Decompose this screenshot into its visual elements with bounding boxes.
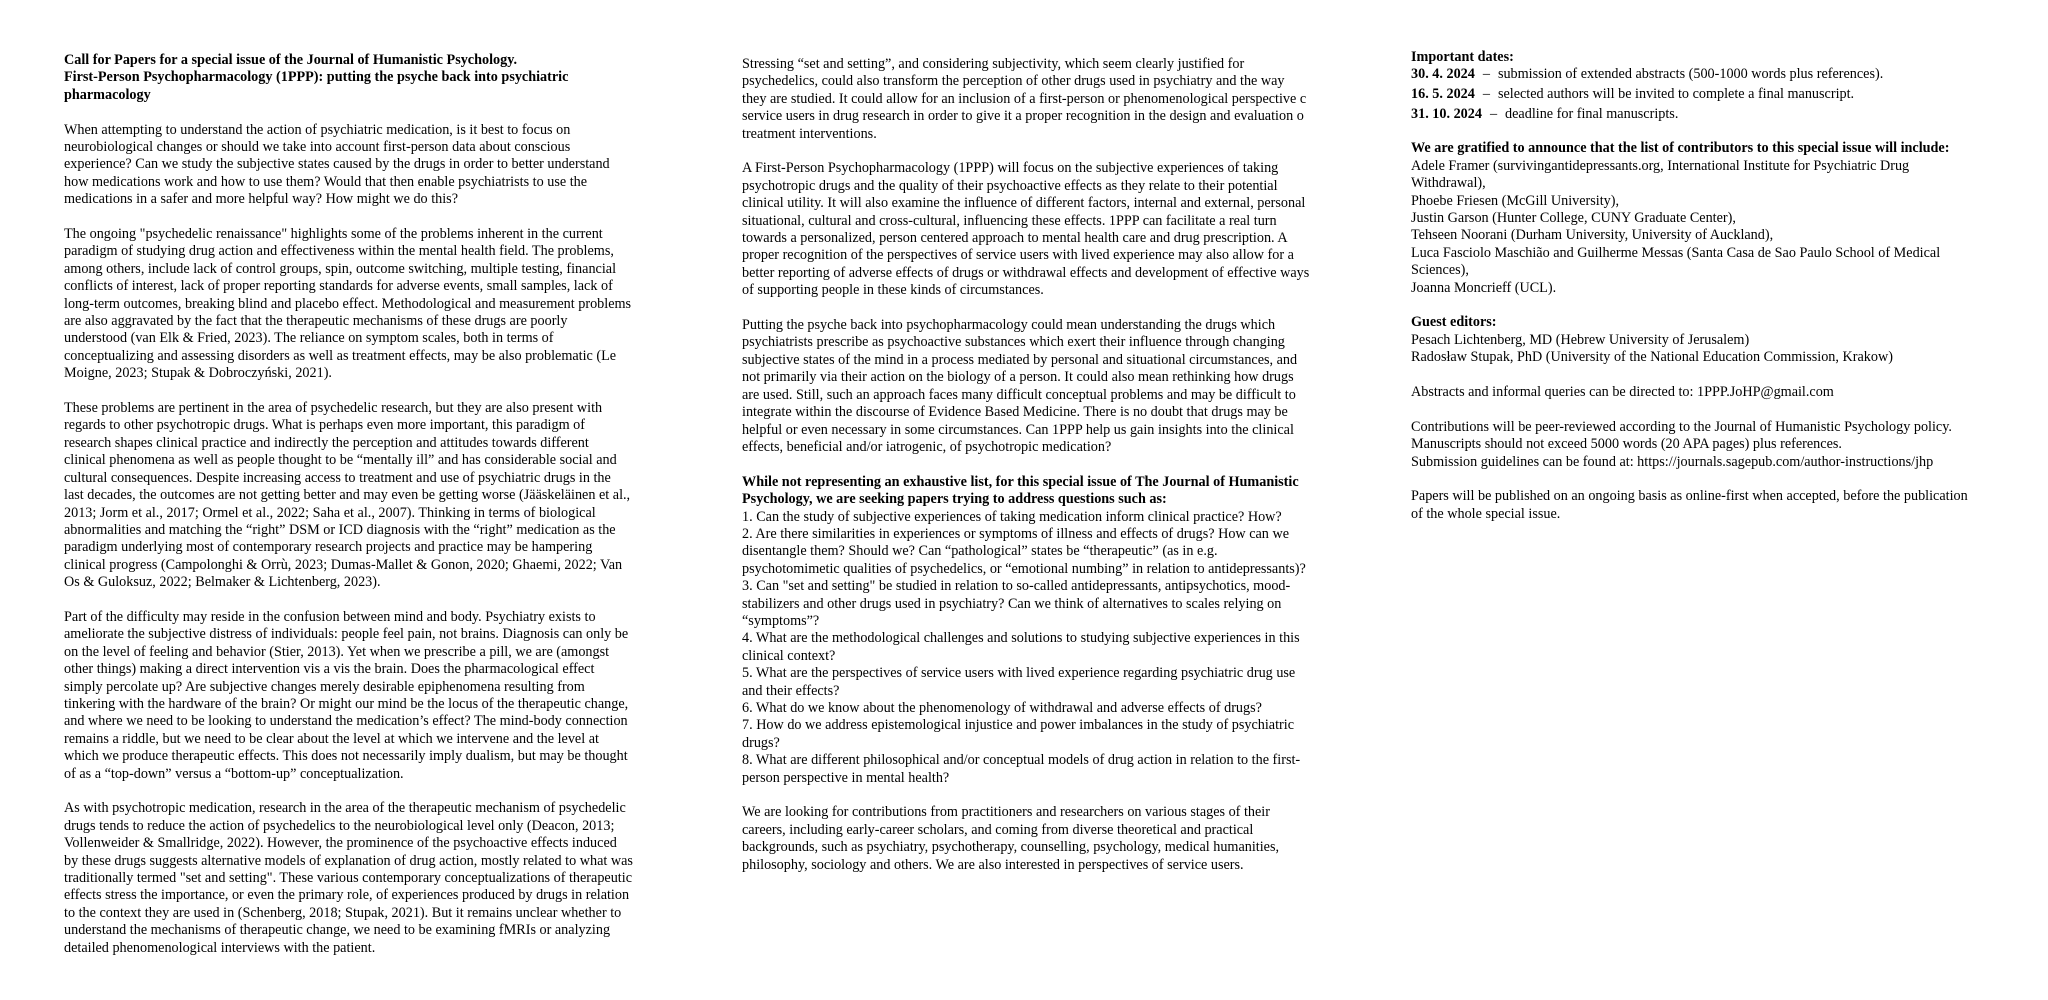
date-value: 30. 4. 2024 bbox=[1411, 66, 1475, 83]
set-setting-paragraph: Stressing “set and setting”, and considering subjectivity, which seem clearly justified for psychedelics, could also transform the perception of other drugs used in psychiatry and the way they are studied. It could allow for an inclusion of a first-person or phenomenological perspective c service users in drug research in order to give it a proper recognition in the design and evaluation o treatment interventions. bbox=[742, 56, 1307, 142]
contributions-paragraph: We are looking for contributions from practitioners and researchers on various stages of their careers, including early-career scholars, and coming from diverse theoretical and practical backgrounds, such as psychiatry, psychotherapy, counselling, psychology, medical humanities, philosophy, sociology and others. We are also interested in perspectives of service users. bbox=[742, 804, 1280, 873]
question-item: 3. Can "set and setting" be studied in relation to so-called antidepressants, antipsychotics, mood- stabilizers and other drugs used in psychiatry? Can we think of alternatives to scales relying on “symptoms”? bbox=[742, 578, 1291, 629]
column-left bbox=[64, 52, 670, 957]
column-right bbox=[1411, 49, 2011, 523]
abstracts-contact: Abstracts and informal queries can be directed to: 1PPP.JoHP@gmail.com bbox=[1411, 384, 1834, 401]
contributors-heading: We are gratified to announce that the list of contributors to this special issue will include: bbox=[1411, 140, 1950, 157]
dates-heading: Important dates: bbox=[1411, 49, 1514, 65]
contributors-list: Adele Framer (survivingantidepressants.org, International Institute for Psychiatric Drug Withdrawal), Phoebe Friesen (McGill University), Justin Garson (Hunter College, CUNY Graduate Center), Tehseen Noorani (Durham University, University of Auckland), Luca Fasciolo Maschião and Guilherme Messas (Santa Casa de Sao Paulo School of Medical Sciences), Joanna Moncrieff (UCL). bbox=[1411, 157, 1941, 296]
date-value: 31. 10. 2024 bbox=[1411, 105, 1482, 122]
question-item: 7. How do we address epistemological injustice and power imbalances in the study of psychiatric drugs? bbox=[742, 717, 1294, 751]
questions-list bbox=[742, 509, 1342, 788]
date-description: selected authors will be invited to complete a final manuscript. bbox=[1497, 86, 1855, 102]
renaissance-paragraph: The ongoing "psychedelic renaissance" highlights some of the problems inherent in the current paradigm of studying drug action and effectiveness within the mental health field. The problems, among others, include lack of control groups, spin, outcome switching, multiple testing, financial conflicts of interest, lack of proper reporting standards for adverse events, small samples, lack of long-term outcomes, breaking blind and placebo effect. Methodological and measurement problems are also aggravated by the fact that the therapeutic mechanisms of these drugs are poorly understood (van Elk & Fried, 2023). The reliance on symptom scales, both in terms of conceptualizing and assessing disorders as well as treatment effects, may be also problematic (Le Moigne, 2023; Stupak & Dobroczyński, 2021). bbox=[64, 226, 632, 382]
psychedelic-mechanism-paragraph: As with psychotropic medication, research in the area of the therapeutic mechanism of psychedelic drugs tends to reduce the action of psychedelics to the neurobiological level only (Deacon, 2013; Vollenweider & Smallridge, 2022). However, the prominence of the psychoactive effects induced by these drugs suggests alternative models of explanation of drug action, mostly related to what was traditionally termed "set and setting". These various contemporary conceptualizations of therapeutic effects stress the importance, or even the primary role, of experiences produced by drugs in relation to the context they are used in (Schenberg, 2018; Stupak, 2021). But it remains unclear whether to understand the mechanisms of therapeutic change, we need to be examining fMRIs or analyzing detailed phenomenological interviews with the patient. bbox=[64, 800, 633, 956]
question-item: 6. What do we know about the phenomenology of withdrawal and adverse effects of drugs? bbox=[742, 699, 1262, 716]
date-description: submission of extended abstracts (500-1000 words plus references). bbox=[1497, 66, 1884, 83]
question-item: 2. Are there similarities in experiences or symptoms of illness and effects of drugs? How can we disentangle them? Should we? Can “pathological” states be “therapeutic” (as in e.g. psychotomimetic qualities of psychedelics, or “emotional numbing” in relation to antidepressants)? bbox=[742, 525, 1306, 577]
column-middle bbox=[742, 56, 1342, 874]
date-dash: – bbox=[1482, 86, 1490, 102]
questions-heading: While not representing an exhaustive list, for this special issue of The Journal of Humanistic Psychology, we are seeking papers trying to address questions such as: bbox=[742, 473, 1299, 508]
question-item: 8. What are different philosophical and/or conceptual models of drug action in relation to the first- person perspective in mental health? bbox=[742, 752, 1301, 786]
question-item: 1. Can the study of subjective experiences of taking medication inform clinical practice? How? bbox=[742, 508, 1282, 525]
psyche-back-paragraph: Putting the psyche back into psychopharmacology could mean understanding the drugs which psychiatrists prescribe as psychoactive substances which exert their influence through changing subjective states of the mind in a process mediated by personal and situational circumstances, and not primarily via their action on the biology of a person. It could also mean rethinking how drugs are used. Still, such an approach faces many difficult conceptual problems and may be difficult to integrate within the discourse of Evidence Based Medicine. There is no doubt that drugs may be helpful or even necessary in some circumstances. Can 1PPP help us gain insights into the clinical effects, beneficial and/or iatrogenic, of psychotropic medication? bbox=[742, 317, 1298, 455]
cfp-title: Call for Papers for a special issue of the Journal of Humanistic Psychology. bbox=[64, 52, 518, 68]
date-dash: – bbox=[1482, 66, 1490, 83]
editors-list: Pesach Lichtenberg, MD (Hebrew University of Jerusalem) Radosław Stupak, PhD (University of the National Education Commission, Krakow) bbox=[1411, 331, 1893, 366]
intro-paragraph: When attempting to understand the action of psychiatric medication, is it best to focus on neurobiological changes or should we take into account first-person data about conscious experience? Can we study the subjective states caused by the drugs in order to better understand how medications work and how to use them? Would that then enable psychiatrists to use the medications in a safer and more helpful way? How might we do this? bbox=[64, 121, 610, 208]
review-info: Contributions will be peer-reviewed according to the Journal of Humanistic Psychology policy. Manuscripts should not exceed 5000 words (20 APA pages) plus references. Submission guidelines can be found at: https://journals.sagepub.com/author-instructions/jhp bbox=[1411, 418, 1952, 470]
question-item: 5. What are the perspectives of service users with lived experience regarding psychiatric drug use and their effects? bbox=[742, 665, 1296, 699]
date-value: 16. 5. 2024 bbox=[1411, 86, 1475, 102]
date-row bbox=[1411, 66, 2011, 83]
date-row bbox=[1411, 86, 2011, 103]
mind-body-paragraph: Part of the difficulty may reside in the confusion between mind and body. Psychiatry exists to ameliorate the subjective distress of individuals: people feel pain, not brains. Diagnosis can only be on the level of feeling and behavior (Stier, 2013). Yet when we prescribe a pill, we are (amongst other things) making a direct intervention vis a vis the brain. Does the pharmacological effect simply percolate up? Are subjective changes merely desirable epiphenomena resulting from tinkering with the hardware of the brain? Or might our mind be the locus of the therapeutic change, and where we need to be looking to understand the medication’s effect? The mind-body connection remains a riddle, but we need to be clear about the level at which we intervene and the level at which we produce therapeutic effects. This does not necessarily imply dualism, but may be thought of as a “top-down” versus a “bottom-up” conceptualization. bbox=[64, 608, 629, 782]
question-item: 4. What are the methodological challenges and solutions to studying subjective experiences in this clinical context? bbox=[742, 630, 1300, 664]
problems-paragraph: These problems are pertinent in the area of psychedelic research, but they are also present with regards to other psychotropic drugs. What is perhaps even more important, this paradigm of research shapes clinical practice and indirectly the perception and attitudes towards different clinical phenomena as well as people thought to be “mentally ill” and has considerable social and cultural consequences. Despite increasing access to treatment and use of psychiatric drugs in the last decades, the outcomes are not getting better and may even be getting worse (Jääskeläinen et al., 2013; Jorm et al., 2017; Ormel et al., 2022; Saha et al., 2007). Thinking in terms of biological abnormalities and matching the “right” DSM or ICD diagnosis with the “right” medication as the paradigm underlying most of contemporary research projects and practice may be hampering clinical progress (Campolonghi & Orrù, 2023; Dumas-Mallet & Gonon, 2020; Ghaemi, 2022; Van Os & Guloksuz, 2022; Belmaker & Lichtenberg, 2023). bbox=[64, 400, 631, 591]
date-row bbox=[1411, 106, 2011, 123]
date-description: deadline for final manuscripts. bbox=[1505, 105, 1679, 122]
dates-list bbox=[1411, 66, 2011, 123]
date-dash: – bbox=[1489, 105, 1498, 122]
publication-info: Papers will be published on an ongoing basis as online-first when accepted, before the publication of the whole special issue. bbox=[1411, 488, 1968, 522]
editors-heading: Guest editors: bbox=[1411, 314, 1497, 331]
1ppp-focus-paragraph: A First-Person Psychopharmacology (1PPP) will focus on the subjective experiences of taking psychotropic drugs and the quality of their psychoactive effects as they relate to their potential clinical utility. It will also examine the influence of different factors, internal and external, personal situational, cultural and cross-cultural, influencing these effects. 1PPP can facilitate a real turn towards a personalized, person centered approach to mental health care and drug prescription. A proper recognition of the perspectives of service users with lived experience may also allow for a better reporting of adverse effects of drugs or withdrawal effects and development of effective ways of supporting people in these kinds of circumstances. bbox=[742, 160, 1310, 299]
cfp-subtitle: First-Person Psychopharmacology (1PPP): putting the psyche back into psychiatric pharmacology bbox=[64, 69, 569, 103]
